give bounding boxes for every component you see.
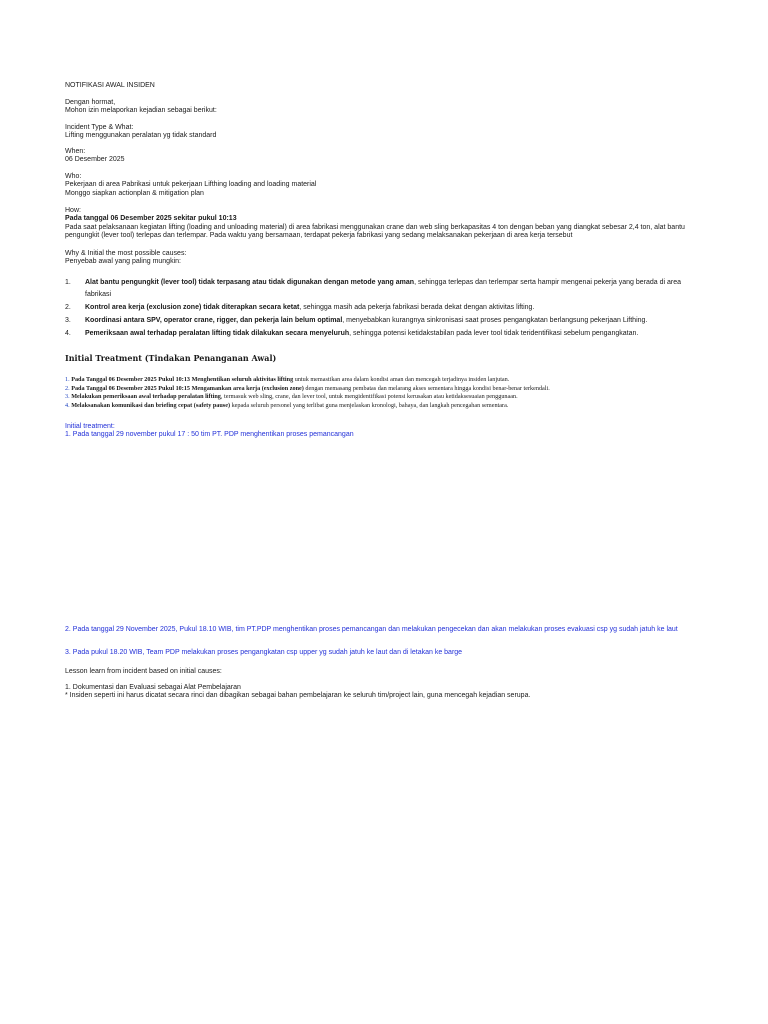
why-section — [65, 250, 705, 267]
how-label: How: — [65, 207, 81, 214]
when-label: When: — [65, 148, 86, 155]
blue-item-3: 3. Pada pukul 18.20 WIB, Team PDP melakukan proses pengangkatan csp upper yg sudah jatuh ke laut dan di letakan ke barge — [65, 649, 463, 656]
greeting-line: Mohon izin melaporkan kejadian sebagai berikut: — [65, 107, 217, 115]
who-line: Pekerjaan di area Pabrikasi untuk pekerjaan Lifthing loading and loading material — [65, 181, 317, 189]
cause-text: , menyebabkan kurangnya sinkronisasi saat proses pengangkatan berlangsung pekerjaan Lifthing. — [342, 317, 648, 325]
how-heading: Pada tanggal 06 Desember 2025 sekitar pukul 10:13 — [65, 215, 237, 223]
greeting-line: Dengan hormat, — [65, 99, 116, 106]
list-number: 4. — [65, 401, 70, 409]
treatment-text: untuk memastikan area dalam kondisi aman dan mencegah terjadinya insiden lanjutan. — [293, 376, 510, 383]
document-title: NOTIFIKASI AWAL INSIDEN — [65, 82, 155, 89]
list-item — [65, 402, 705, 411]
blue-label: Initial treatment: — [65, 423, 115, 430]
when-value: 06 Desember 2025 — [65, 156, 125, 164]
why-intro: Penyebab awal yang paling mungkin: — [65, 258, 181, 266]
initial-treatment-title: Initial Treatment (Tindakan Penanganan Awal) — [65, 353, 277, 363]
list-number: 1. — [65, 279, 71, 286]
list-number: 3. — [65, 317, 71, 325]
treatment-text: dengan memasang pembatas dan melarang akses sementara hingga kondisi benar-benar terkendali. — [303, 384, 550, 392]
treatment-bold: Melaksanakan komunikasi dan briefing cepat (safety pause) — [71, 401, 231, 409]
cause-text: , sehingga terlepas dan terlempar serta hampir mengenai pekerja yang berada di area fabrikasi — [85, 279, 682, 299]
treatment-bold: Pada Tanggal 06 Desember 2025 Pukul 10:15 Mengamankan area kerja (exclusion zone) — [71, 384, 304, 392]
how-body: Pada saat pelaksanaan kegiatan lifting (loading and unloading material) di area fabrikasi menggunakan crane dan web sling berkapasitas 4 ton dengan beban yang diangkat sebesar 2,4 ton, alat bantu pengungkit (lever tool) terlepas dan terlempar. Pada waktu yang bersamaan, terdapat pekerja fabrikasi yang sedang melaksanakan pekerjaan di area kerja tersebut — [65, 223, 685, 240]
cause-bold: Pemeriksaan awal terhadap peralatan lifting tidak dilakukan secara menyeluruh — [85, 330, 350, 338]
list-number: 3. — [65, 393, 70, 401]
lesson-item: 1. Dokumentasi dan Evaluasi sebagai Alat Pembelajaran — [65, 684, 241, 691]
initial-treatment-list — [65, 376, 705, 410]
incident-value: Lifting menggunakan peralatan yg tidak standard — [65, 132, 217, 140]
treatment-text: , termasuk web sling, crane, dan lever tool, untuk mengidentifikasi potensi kerusakan atau ketidaksesuaian penggunaan. — [220, 393, 518, 401]
greeting-section — [65, 99, 705, 116]
list-item — [65, 376, 705, 385]
incident-section — [65, 124, 705, 141]
causes-list — [65, 277, 705, 341]
blue-item: 1. Pada tanggal 29 november pukul 17 : 50 tim PT. PDP menghentikan proses pemancangan — [65, 431, 354, 439]
incident-label: Incident Type & What: — [65, 124, 134, 131]
lesson-section — [65, 684, 705, 701]
how-section — [65, 207, 705, 241]
cause-text: , sehingga potensi ketidakstabilan pada lever tool tidak teridentifikasi sebelum pengangkatan. — [349, 330, 639, 338]
list-number: 2. — [65, 304, 71, 312]
when-section — [65, 148, 705, 165]
list-number: 4. — [65, 330, 71, 338]
list-item — [65, 302, 705, 314]
list-number: 1. — [65, 376, 70, 383]
list-item — [65, 393, 705, 402]
who-label: Who: — [65, 173, 82, 180]
who-line: Monggo siapkan actionplan & mitigation plan — [65, 189, 204, 197]
who-section — [65, 173, 705, 198]
blue-initial-treatment — [65, 423, 705, 440]
cause-bold: Kontrol area kerja (exclusion zone) tidak diterapkan secara ketat — [85, 304, 300, 312]
treatment-text: kepada seluruh personel yang terlibat guna menjelaskan kronologi, bahaya, dan langkah pencegahan sementara. — [230, 401, 509, 409]
treatment-bold: Pada Tanggal 06 Desember 2025 Pukul 10:13 Menghentikan seluruh aktivitas lifting — [71, 376, 294, 383]
why-label: Why & Initial the most possible causes: — [65, 250, 187, 257]
list-item — [65, 315, 705, 327]
list-item — [65, 277, 705, 302]
list-item — [65, 328, 705, 340]
treatment-bold: Melakukan pemeriksaan awal terhadap peralatan lifting — [71, 393, 221, 401]
list-number: 2. — [65, 384, 70, 392]
list-item — [65, 385, 705, 394]
cause-bold: Alat bantu pengungkit (lever tool) tidak terpasang atau tidak digunakan dengan metode yang aman — [85, 279, 415, 286]
blue-item-2: 2. Pada tanggal 29 November 2025, Pukul 18.10 WIB, tim PT.PDP menghentikan proses pemancangan dan melakukan pengecekan dan akan melakukan proses evakuasi csp yg sudah jatuh ke laut — [65, 626, 678, 633]
lesson-label: Lesson learn from incident based on initial causes: — [65, 668, 222, 675]
lesson-detail: * Insiden seperti ini harus dicatat secara rinci dan dibagikan sebagai bahan pembelajaran ke seluruh tim/project lain, guna mencegah kejadian serupa. — [65, 692, 531, 700]
cause-text: , sehingga masih ada pekerja fabrikasi berada dekat dengan aktivitas lifting. — [299, 304, 535, 312]
cause-bold: Koordinasi antara SPV, operator crane, rigger, dan pekerja lain belum optimal — [85, 317, 343, 325]
